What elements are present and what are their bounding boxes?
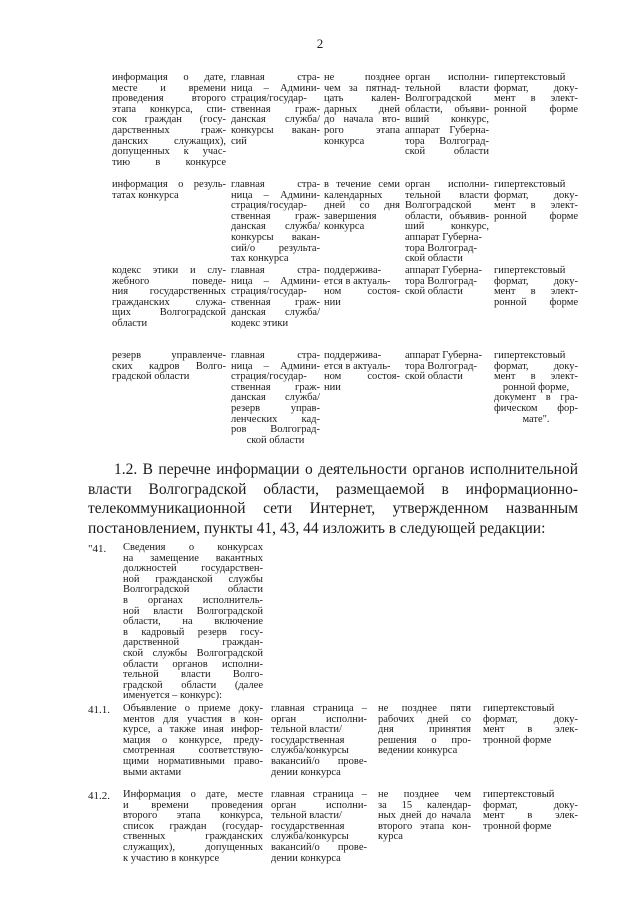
table1-row4-col3: поддерживa- ется в актуаль- ном состоя- нии (324, 350, 400, 393)
item-41-text: Сведения о конкурсах на замещение вакантных должностей государствен- ной гражданской службы Волгоградской области в органах исполнитель- ной власти Волгоградской области, на включение в кадровый резерв госу- дарственной граждан- ской службы Волгоградской области органов исполни- тельной власти Волго- градской области (далее именуется – конкурс): (123, 542, 263, 702)
table1-row2-col5: гипертекстовый формат, доку- мент в элект- ронной форме (494, 179, 578, 222)
table1-row1-col4: орган исполни- тельной власти Волгоградской области, объяви- вший конкурс, аппарат Губерна- тора Волгоград- ской области (405, 72, 489, 158)
item-41-2-number: 41.2. (88, 790, 110, 802)
item-41-1-col4: гипертекстовый формат, доку- мент в элек- тронной форме (483, 703, 578, 746)
table1-row2-col3: в течение семи календарных дней со дня завершения конкурса (324, 179, 400, 233)
item-41-2-col3: не позднее чем за 15 календар- ных дней до начала второго этапа кон- курса (378, 789, 471, 843)
table1-row3-col1: кодекс этики и слу- жебного поведе- ния государственных гражданских служа- щих Волгоградской области (112, 265, 226, 329)
table1-row4-col5: гипертекстовый формат, доку- мент в элект- ронной форме, документ в гра- фическом фор- мате". (494, 350, 578, 425)
table1-row2-col4: орган исполни- тельной власти Волгоградской области, объявив- ший конкурс, аппарат Губерна- тора Волгоград- ской области (405, 179, 489, 265)
table1-row1-col1: информация о дате, месте и времени проведения второго этапа конкурса, спи- сок граждан (госу- дарственных граж- данских служащих), допущенных к учас- тию в конкурсе (112, 72, 226, 168)
table1-row3-col2: главная стра- ница – Админи- страция/государ- ственная граж- данская служба/ кодекс этики (231, 265, 320, 329)
table1-row3-col5: гипертекстовый формат, доку- мент в элект- ронной форме (494, 265, 578, 308)
table1-row1-col5: гипертекстовый формат, доку- мент в элект- ронной форме (494, 72, 578, 115)
table1-row2-col2: главная стра- ница – Админи- страция/государ- ственная граж- данская служба/ конкурсы вакан- сий/о результа- тах конкурса (231, 179, 320, 265)
table1-row3-col4: аппарат Губерна- тора Волгоград- ской области (405, 265, 482, 298)
item-41-2-col2: главная страница – орган исполни- тельной власти/ государственная служба/конкурсы вакансий/о прове- дении конкурса (271, 789, 367, 864)
amendment-paragraph: 1.2. В перечне информации о деятельности органов исполнительной власти Волгоградской области, размещаемой в информационно- телекоммуникационной сети Интернет, утвержденном названным постановлением, пункты 41, 43, 44 изложить в следующей редакции: (88, 461, 578, 537)
item-41-1-col3: не позднее пяти рабочих дней со дня принятия решения о про- ведении конкурса (378, 703, 471, 757)
table1-row3-col3: поддерживa- ется в актуаль- ном состоя- нии (324, 265, 400, 308)
table1-row1-col3: не позднее чем за пятнад- цать кален- дарных дней до начала вто- рого этапа конкурса (324, 72, 400, 147)
table1-row2-col1: информация о резуль- татах конкурса (112, 179, 226, 201)
item-41-number: "41. (88, 543, 107, 555)
page-number: 2 (316, 36, 324, 51)
item-41-1-col1: Объявление о приеме доку- ментов для участия в кон- курсе, а также иная инфор- мация о конкурсе, преду- смотренная соответствую- щими нормативными право- выми актами (123, 703, 263, 778)
table1-row4-col4: аппарат Губерна- тора Волгоград- ской области (405, 350, 482, 383)
item-41-1-number: 41.1. (88, 704, 110, 716)
table1-row4-col1: резерв управленче- ских кадров Волго- градской области (112, 350, 226, 383)
table1-row4-col2: главная стра- ница – Админи- страция/государ- ственная граж- данская служба/ резерв управ- ленческих кад- ров Волгоград- ской области (231, 350, 320, 446)
item-41-2-col1: Информация о дате, месте и времени проведения второго этапа конкурса, список граждан (государ- ственных гражданских служащих), допущенных к участию в конкурсе (123, 789, 263, 864)
item-41-2-col4: гипертекстовый формат, доку- мент в элек- тронной форме (483, 789, 578, 832)
item-41-1-col2: главная страница – орган исполни- тельной власти/ государственная служба/конкурсы вакансий/о прове- дении конкурса (271, 703, 367, 778)
table1-row1-col2: главная стра- ница – Админи- страция/государ- ственная граж- данская служба/ конкурсы вакан- сий (231, 72, 320, 147)
